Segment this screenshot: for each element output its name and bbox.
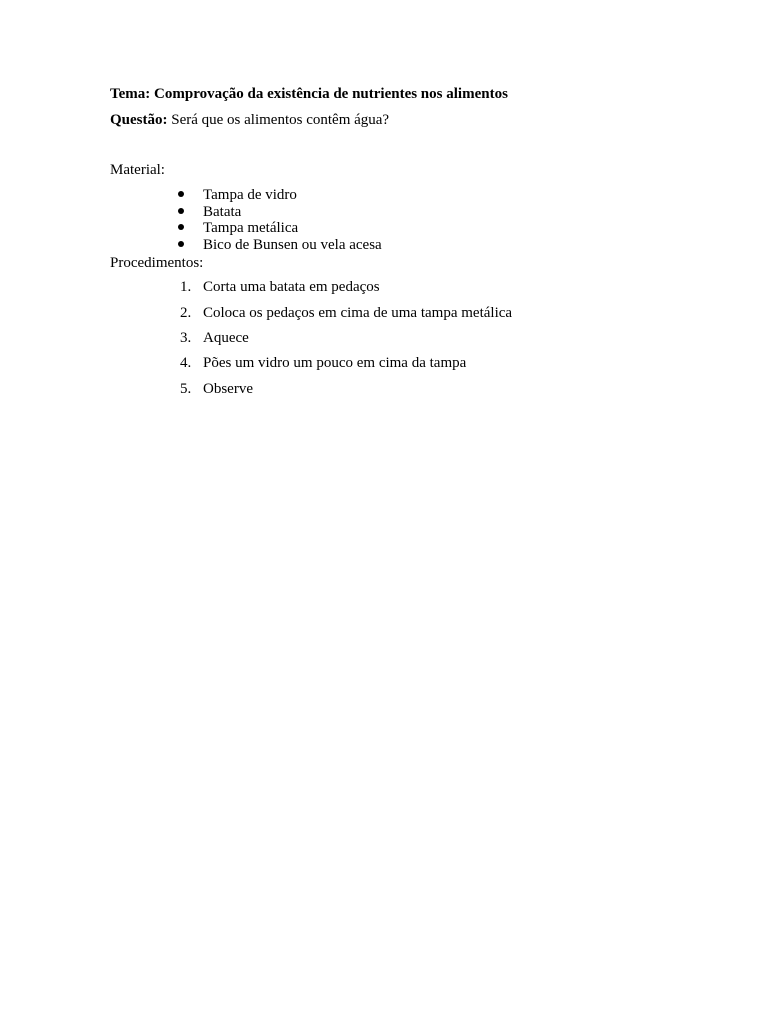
step-number: 4. (180, 355, 192, 371)
procedures-heading: Procedimentos: (110, 255, 204, 271)
bullet-icon (178, 191, 184, 197)
material-text: Tampa de vidro (203, 187, 297, 203)
bullet-icon (178, 241, 184, 247)
question-label: Questão: (110, 112, 168, 128)
question-text: Será que os alimentos contêm água? (167, 112, 390, 128)
step-text: Corta uma batata em pedaços (203, 279, 380, 295)
material-text: Bico de Bunsen ou vela acesa (203, 237, 382, 253)
step-number: 3. (180, 330, 192, 346)
step-number: 1. (180, 279, 192, 295)
bullet-icon (178, 208, 184, 214)
step-text: Coloca os pedaços em cima de uma tampa metálica (203, 305, 513, 321)
step-number: 2. (180, 305, 192, 321)
bullet-icon (178, 224, 184, 230)
step-text: Aquece (203, 330, 249, 346)
material-text: Tampa metálica (203, 220, 299, 236)
step-text: Pões um vidro um pouco em cima da tampa (203, 355, 467, 371)
step-number: 5. (180, 381, 192, 397)
question-line (110, 111, 389, 129)
material-heading: Material: (110, 162, 165, 178)
document-title: Tema: Comprovação da existência de nutrientes nos alimentos (110, 86, 508, 102)
material-text: Batata (203, 204, 242, 220)
step-text: Observe (203, 381, 253, 397)
